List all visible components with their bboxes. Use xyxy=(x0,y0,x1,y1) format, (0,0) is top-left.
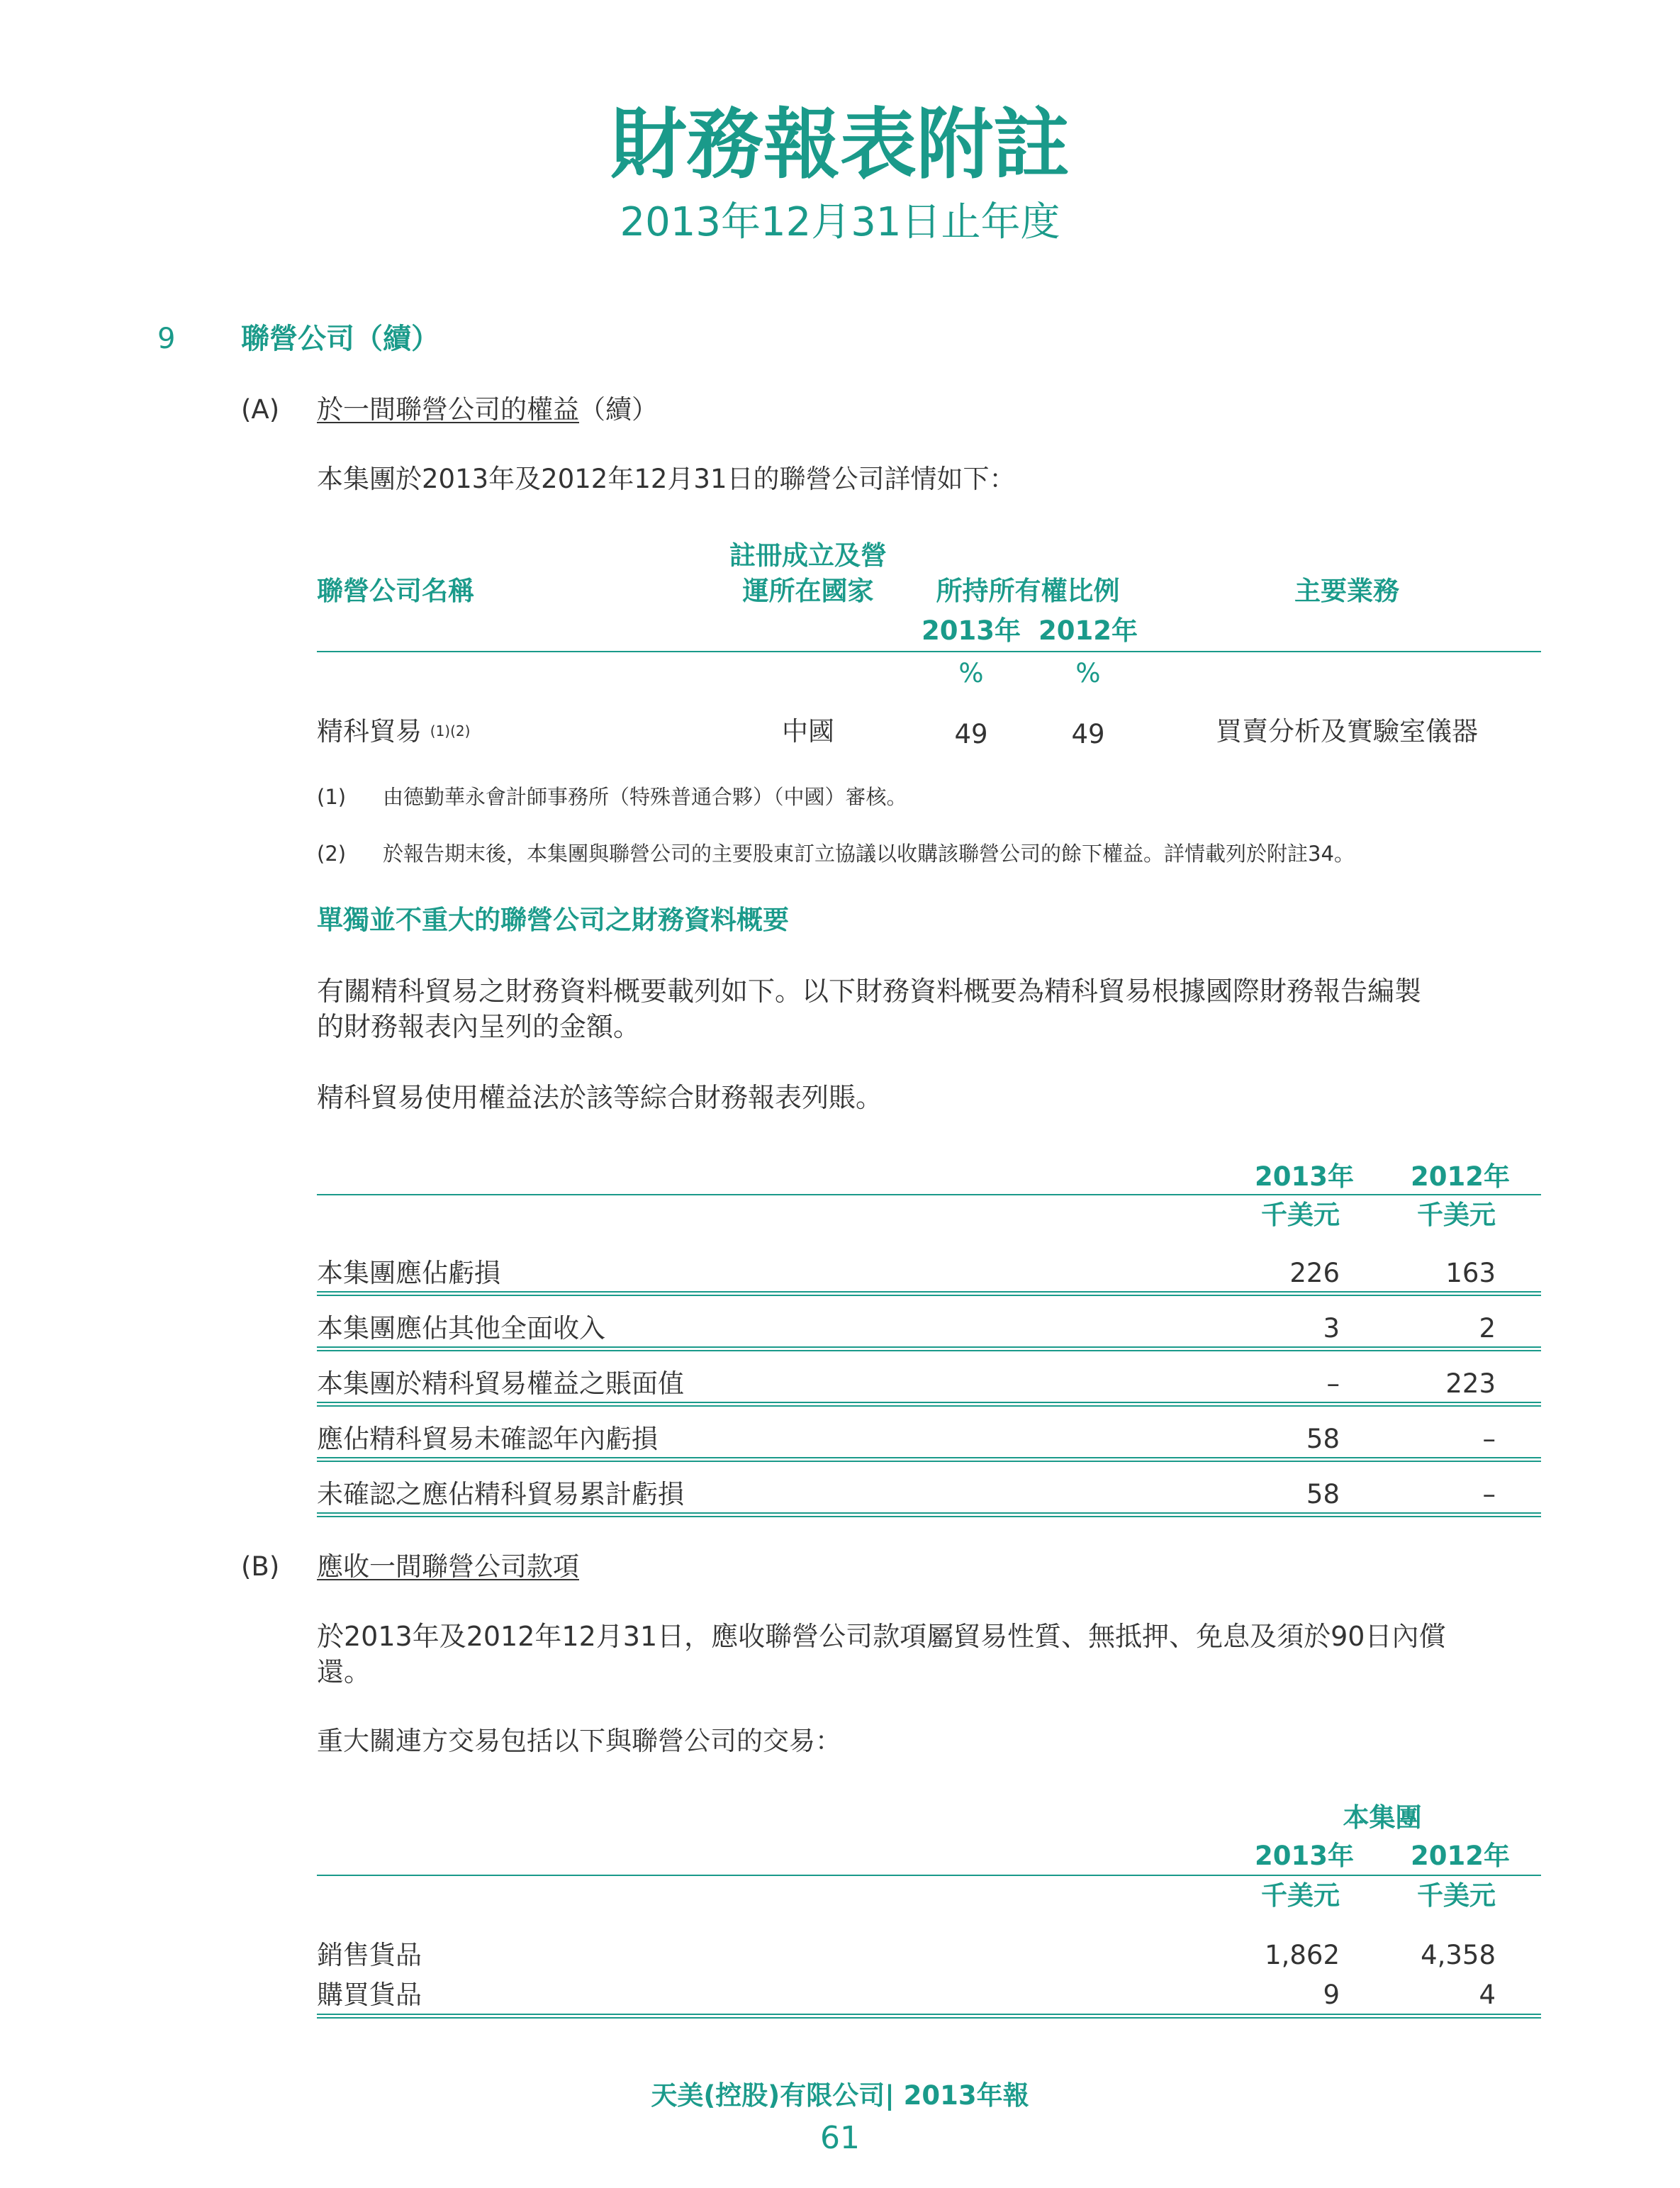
fin-table-rule xyxy=(317,1194,1541,1195)
table-rule xyxy=(317,651,1541,652)
part-a-heading-wrap xyxy=(317,393,658,427)
part-a-intro: 本集團於2013年及2012年12月31日的聯營公司詳情如下： xyxy=(317,464,1016,494)
associate-name-cell xyxy=(317,715,470,749)
rp-unit-2012: 千美元 xyxy=(1417,1880,1496,1911)
associate-note-ref: (1)(2) xyxy=(430,722,471,739)
col-company-name: 聯營公司名稱 xyxy=(317,576,474,606)
row-rule xyxy=(317,1346,1541,1351)
row-rule xyxy=(317,1457,1541,1462)
rp-unit-2013: 千美元 xyxy=(1261,1880,1340,1911)
fin-row-2012: – xyxy=(1482,1424,1496,1454)
fin-unit-2013: 千美元 xyxy=(1261,1200,1340,1230)
footer-company-line xyxy=(0,2079,1680,2113)
fin-row-2012: 163 xyxy=(1445,1258,1496,1288)
pct-unit-2013: % xyxy=(958,658,984,688)
fin-row-2012: – xyxy=(1482,1479,1496,1509)
fin-year-2012: 2012年 xyxy=(1411,1161,1510,1192)
page-title: 財務報表附註 xyxy=(610,101,1070,189)
rp-row-2013: 1,862 xyxy=(1265,1940,1340,1970)
note-1-text: 由德勤華永會計師事務所（特殊普通合夥）（中國）審核。 xyxy=(383,785,907,809)
fin-row-label: 應佔精科貿易未確認年內虧損 xyxy=(317,1424,658,1454)
summary-para-line2: 的財務報表內呈列的金額。 xyxy=(317,1011,641,1042)
col-business: 主要業務 xyxy=(1294,576,1399,606)
fin-unit-2012: 千美元 xyxy=(1417,1200,1496,1230)
col-year-2013: 2013年 xyxy=(922,615,1021,646)
part-b-label: (B) xyxy=(241,1551,280,1582)
rp-row-label: 購買貨品 xyxy=(317,1980,422,2010)
rp-row-label: 銷售貨品 xyxy=(317,1940,422,1970)
pct-unit-2012: % xyxy=(1075,658,1101,688)
summary-para-line1: 有關精科貿易之財務資料概要載列如下。以下財務資料概要為精科貿易根據國際財務報告編製 xyxy=(317,976,1422,1007)
page-number: 61 xyxy=(820,2120,860,2156)
section-number: 9 xyxy=(157,323,176,355)
fin-row-2013: 226 xyxy=(1289,1258,1340,1288)
summary-heading: 單獨並不重大的聯營公司之財務資料概要 xyxy=(317,905,789,935)
fin-row-label: 本集團應佔其他全面收入 xyxy=(317,1313,605,1344)
group-header: 本集團 xyxy=(1343,1802,1422,1833)
section-title: 聯營公司（續） xyxy=(241,323,439,355)
associate-pct-2013: 49 xyxy=(954,719,988,749)
fin-row-label: 本集團應佔虧損 xyxy=(317,1258,500,1288)
part-a-label: (A) xyxy=(241,394,280,425)
equity-para: 精科貿易使用權益法於該等綜合財務報表列賬。 xyxy=(317,1082,883,1113)
part-b-para-line1: 於2013年及2012年12月31日，應收聯營公司款項屬貿易性質、無抵押、免息及須於90日內償 xyxy=(317,1621,1446,1652)
fin-row-2012: 223 xyxy=(1445,1368,1496,1399)
footer-company: 天美(控股)有限公司 xyxy=(651,2080,885,2111)
associate-name: 精科貿易 xyxy=(317,716,422,747)
row-rule xyxy=(317,1512,1541,1517)
page-subtitle: 2013年12月31日止年度 xyxy=(620,199,1060,245)
rp-year-2013: 2013年 xyxy=(1255,1841,1354,1871)
rp-row-2012: 4,358 xyxy=(1421,1940,1496,1970)
part-b-para-line2: 還。 xyxy=(317,1656,371,1687)
note-2-text: 於報告期末後，本集團與聯營公司的主要股東訂立協議以收購該聯營公司的餘下權益。詳情載列於附註34。 xyxy=(383,842,1355,866)
fin-row-2013: 3 xyxy=(1323,1313,1340,1344)
row-rule xyxy=(317,1402,1541,1407)
part-b-para-3: 重大關連方交易包括以下與聯營公司的交易： xyxy=(317,1726,841,1756)
fin-row-2013: 58 xyxy=(1306,1424,1340,1454)
part-b-heading: 應收一間聯營公司款項 xyxy=(317,1551,579,1582)
fin-row-2013: 58 xyxy=(1306,1479,1340,1509)
col-place-line1: 註冊成立及營 xyxy=(729,540,887,571)
note-2-mark: (2) xyxy=(317,842,347,866)
fin-row-2013: – xyxy=(1326,1368,1340,1399)
fin-row-label: 未確認之應佔精科貿易累計虧損 xyxy=(317,1479,684,1509)
fin-year-2013: 2013年 xyxy=(1255,1161,1354,1192)
rp-year-2012: 2012年 xyxy=(1411,1841,1510,1871)
col-place-line2: 運所在國家 xyxy=(742,576,874,606)
rp-row-2012: 4 xyxy=(1479,1980,1496,2010)
part-a-heading: 於一間聯營公司的權益 xyxy=(317,394,579,425)
footer-report: | 2013年報 xyxy=(885,2080,1029,2111)
rp-table-rule xyxy=(317,1875,1541,1876)
fin-row-label: 本集團於精科貿易權益之賬面值 xyxy=(317,1368,684,1399)
associate-business: 買賣分析及實驗室儀器 xyxy=(1216,716,1478,747)
row-rule xyxy=(317,1291,1541,1296)
associate-pct-2012: 49 xyxy=(1071,719,1105,749)
note-1-mark: (1) xyxy=(317,785,347,809)
part-a-heading-suffix: （續） xyxy=(579,394,658,425)
fin-row-2012: 2 xyxy=(1479,1313,1496,1344)
rp-row-2013: 9 xyxy=(1323,1980,1340,2010)
associate-place: 中國 xyxy=(782,716,834,747)
col-ownership: 所持所有權比例 xyxy=(936,576,1120,606)
col-year-2012: 2012年 xyxy=(1038,615,1138,646)
rp-bottom-rule xyxy=(317,2014,1541,2019)
